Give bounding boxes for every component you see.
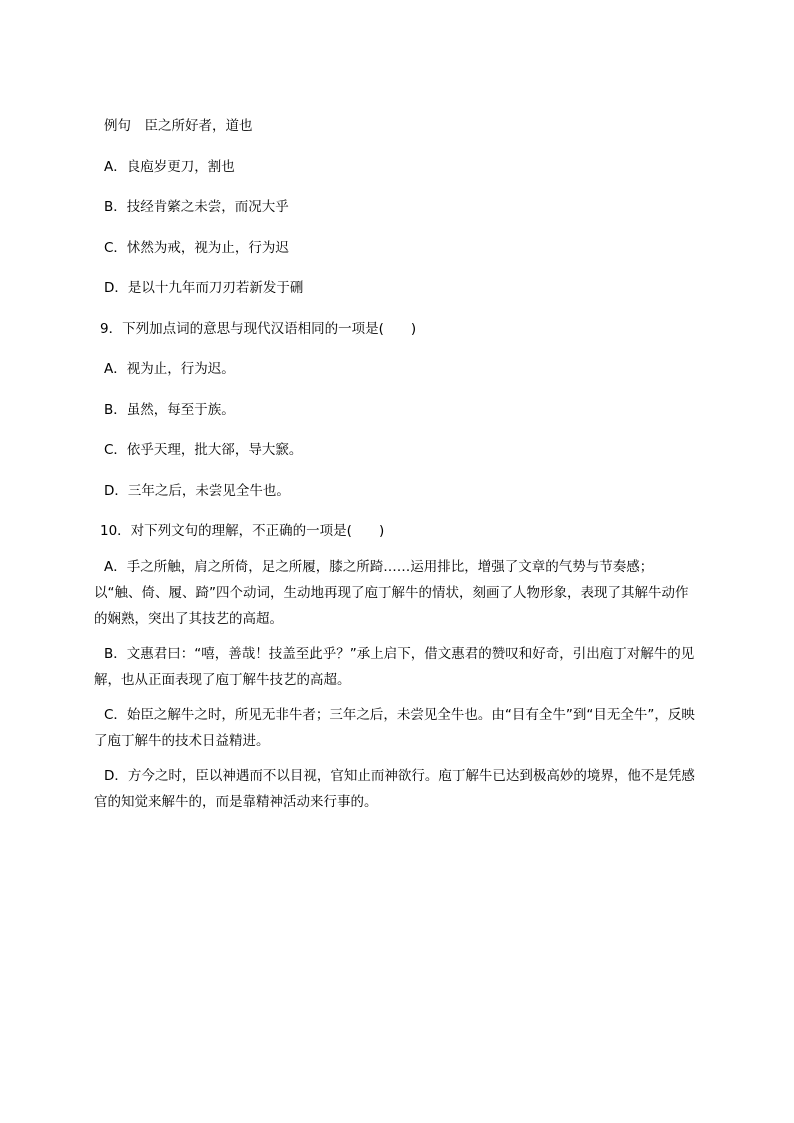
question-10-option-d: D．方今之时，臣以神遇而不以目视，官知止而神欲行。庖丁解牛已达到极高妙的境界，他不是凭感官的知觉来解牛的，而是靠精神活动来行事的。 [94,768,695,810]
example-option-c: C．怵然为戒，视为止，行为迟 [104,239,289,256]
question-10-options [94,554,698,815]
question-9-option-a: A．视为止，行为迟。 [104,361,235,377]
example-sentence: 例句 臣之所好者，道也 [104,118,253,134]
question-10-option-c: C．始臣之解牛之时，所见无非牛者；三年之后，未尝见全牛也。由“目有全牛”到“目无全牛”，反映了庖丁解牛的技术日益精进。 [94,707,695,749]
example-option-b: B．技经肯綮之未尝，而况大乎 [104,199,289,215]
question-10-option-a: A．手之所触，肩之所倚，足之所履，膝之所踦……运用排比，增强了文章的气势与节奏感；以“触、倚、履、踦”四个动词，生动地再现了庖丁解牛的情状，刻画了人物形象，表现了其解牛动作的娴熟，突出了其技艺的高超。 [94,559,689,627]
example-option-a: A．良庖岁更刀，割也 [104,158,235,175]
question-9-option-b: B．虽然，每至于族。 [104,401,235,418]
question-10-option-b: B．文惠君曰：“嘻，善哉！技盖至此乎？”承上启下，借文惠君的赞叹和好奇，引出庖丁对解牛的见解，也从正面表现了庖丁解牛技艺的高超。 [94,646,695,688]
question-9-option-c: C．依乎天理，批大郤，导大窾。 [104,442,303,458]
question-9-stem: 9．下列加点词的意思与现代汉语相同的一项是( ) [100,320,417,337]
example-option-d: D．是以十九年而刀刃若新发于硎 [104,280,304,296]
question-10-stem: 10．对下列文句的理解，不正确的一项是( ) [100,523,385,539]
question-9-option-d: D．三年之后，未尝见全牛也。 [104,482,290,499]
